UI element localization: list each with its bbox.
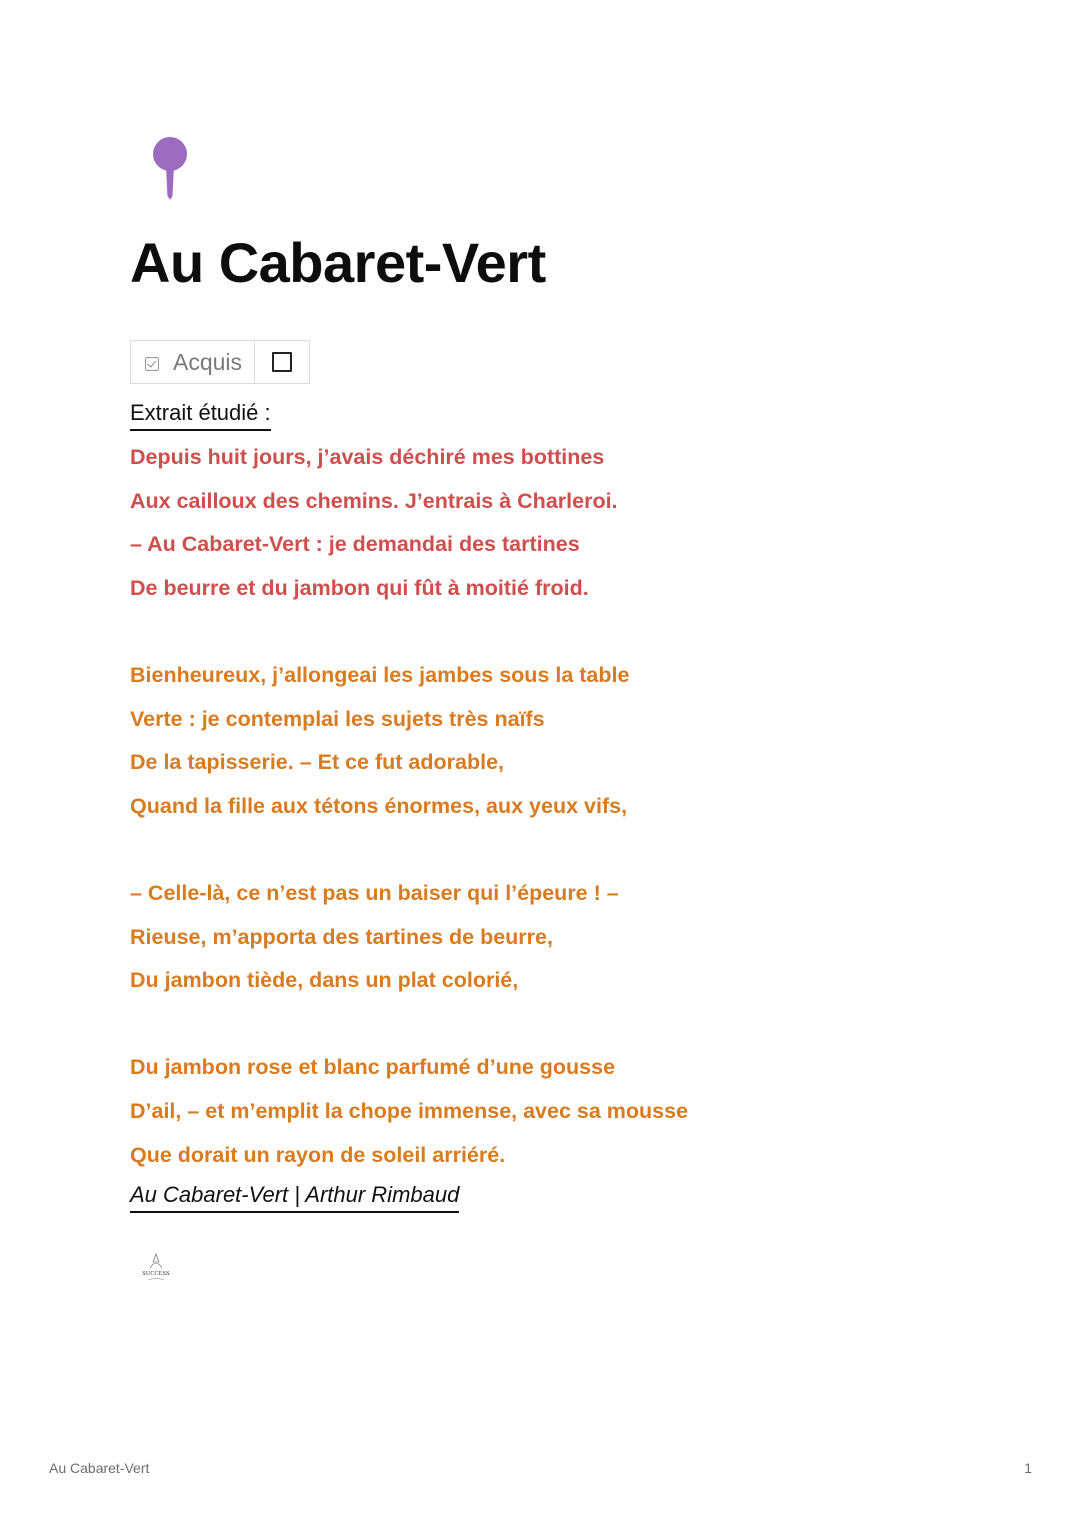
poem-line: D’ail, – et m’emplit la chope immense, avec sa mousse <box>130 1098 689 1123</box>
property-value-cell[interactable] <box>255 341 309 383</box>
poem-line: Bienheureux, j’allongeai les jambes sous la table <box>130 662 630 687</box>
footer-page-title: Au Cabaret-Vert <box>49 1460 150 1476</box>
stanza-gap <box>130 1003 688 1047</box>
poem-line: – Celle-là, ce n’est pas un baiser qui l’épeure ! – <box>130 880 619 905</box>
checkbox-property-icon <box>145 357 159 371</box>
poem-line: Depuis huit jours, j’avais déchiré mes bottines <box>130 445 605 469</box>
stanza-gap <box>130 610 688 654</box>
success-logo <box>136 1252 176 1286</box>
poem-line: De beurre et du jambon qui fût à moitié froid. <box>130 575 589 600</box>
poem-line: – Au Cabaret-Vert : je demandai des tartines <box>130 532 580 557</box>
stanza-gap <box>130 828 688 872</box>
footer-page-number: 1 <box>1024 1460 1032 1476</box>
poem <box>130 436 688 1177</box>
poem-line: Rieuse, m’apporta des tartines de beurre, <box>130 924 553 949</box>
extract-label: Extrait étudié : <box>130 398 271 431</box>
poem-source: Au Cabaret-Vert | Arthur Rimbaud <box>130 1180 459 1213</box>
poem-line: De la tapisserie. – Et ce fut adorable, <box>130 750 505 775</box>
acquis-checkbox[interactable] <box>272 352 292 372</box>
poem-line: Que dorait un rayon de soleil arriéré. <box>130 1142 506 1167</box>
poem-line: Quand la fille aux tétons énormes, aux yeux vifs, <box>130 793 628 818</box>
poem-line: Du jambon tiède, dans un plat colorié, <box>130 968 519 993</box>
pushpin-icon <box>150 136 190 202</box>
property-row <box>130 340 310 384</box>
property-name-label: Acquis <box>173 348 243 375</box>
poem-line: Du jambon rose et blanc parfumé d’une gousse <box>130 1055 616 1080</box>
svg-text:SUCCESS: SUCCESS <box>142 1271 170 1277</box>
poem-line: Verte : je contemplai les sujets très naïfs <box>130 706 545 731</box>
property-name-cell[interactable] <box>131 341 255 383</box>
page-title: Au Cabaret-Vert <box>130 231 546 294</box>
poem-line: Aux cailloux des chemins. J’entrais à Charleroi. <box>130 488 618 513</box>
